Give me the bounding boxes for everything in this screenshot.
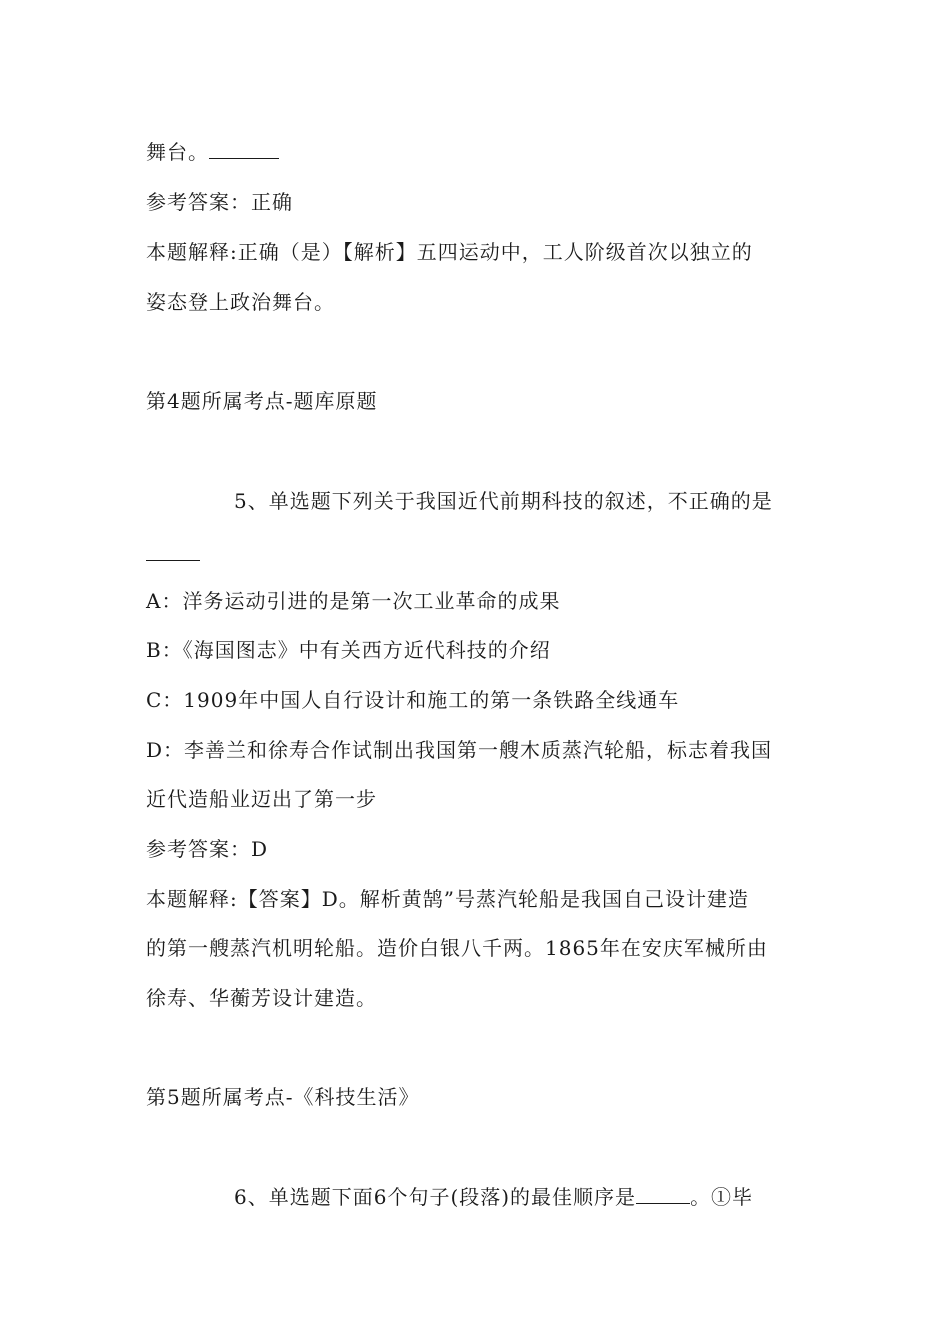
q5-option-b: B：《海国图志》中有关西方近代科技的介绍: [146, 638, 551, 662]
q3-stem-end-text: 舞台。: [146, 140, 209, 164]
q5-explanation-line-3: 徐寿、华蘅芳设计建造。: [146, 986, 377, 1010]
q5-stem: 5、单选题下列关于我国近代前期科技的叙述，不正确的是: [234, 489, 773, 513]
answer-blank: [636, 1183, 690, 1204]
q6-stem-text: 6、单选题下面6个句子(段落)的最佳顺序是: [234, 1185, 637, 1209]
q5-option-d-cont: 近代造船业迈出了第一步: [146, 787, 377, 811]
q5-answer: 参考答案：D: [146, 837, 269, 861]
q4-topic: 第4题所属考点-题库原题: [146, 389, 378, 413]
q3-answer: 参考答案：正确: [146, 190, 293, 214]
q5-explanation-line-2: 的第一艘蒸汽机明轮船。造价白银八千两。1865年在安庆军械所由: [146, 936, 768, 960]
q5-explanation-line-1: 本题解释:【答案】D。解析黄鹄”号蒸汽轮船是我国自己设计建造: [146, 887, 749, 911]
q5-topic: 第5题所属考点-《科技生活》: [146, 1085, 420, 1109]
q5-stem-blank: [146, 540, 811, 568]
answer-blank: [209, 138, 279, 159]
q6-stem-after-blank: 。①毕: [690, 1185, 754, 1209]
q3-explanation-line-2: 姿态登上政治舞台。: [146, 290, 335, 314]
q6-stem: [234, 1183, 809, 1211]
answer-blank: [146, 540, 200, 561]
q5-option-d: D：李善兰和徐寿合作试制出我国第一艘木质蒸汽轮船，标志着我国: [146, 738, 773, 762]
q3-stem-end: [146, 138, 811, 166]
q3-explanation-line-1: 本题解释:正确（是）【解析】五四运动中，工人阶级首次以独立的: [146, 240, 753, 264]
q5-option-c: C：1909年中国人自行设计和施工的第一条铁路全线通车: [146, 688, 680, 712]
q5-option-a: A：洋务运动引进的是第一次工业革命的成果: [146, 589, 561, 613]
